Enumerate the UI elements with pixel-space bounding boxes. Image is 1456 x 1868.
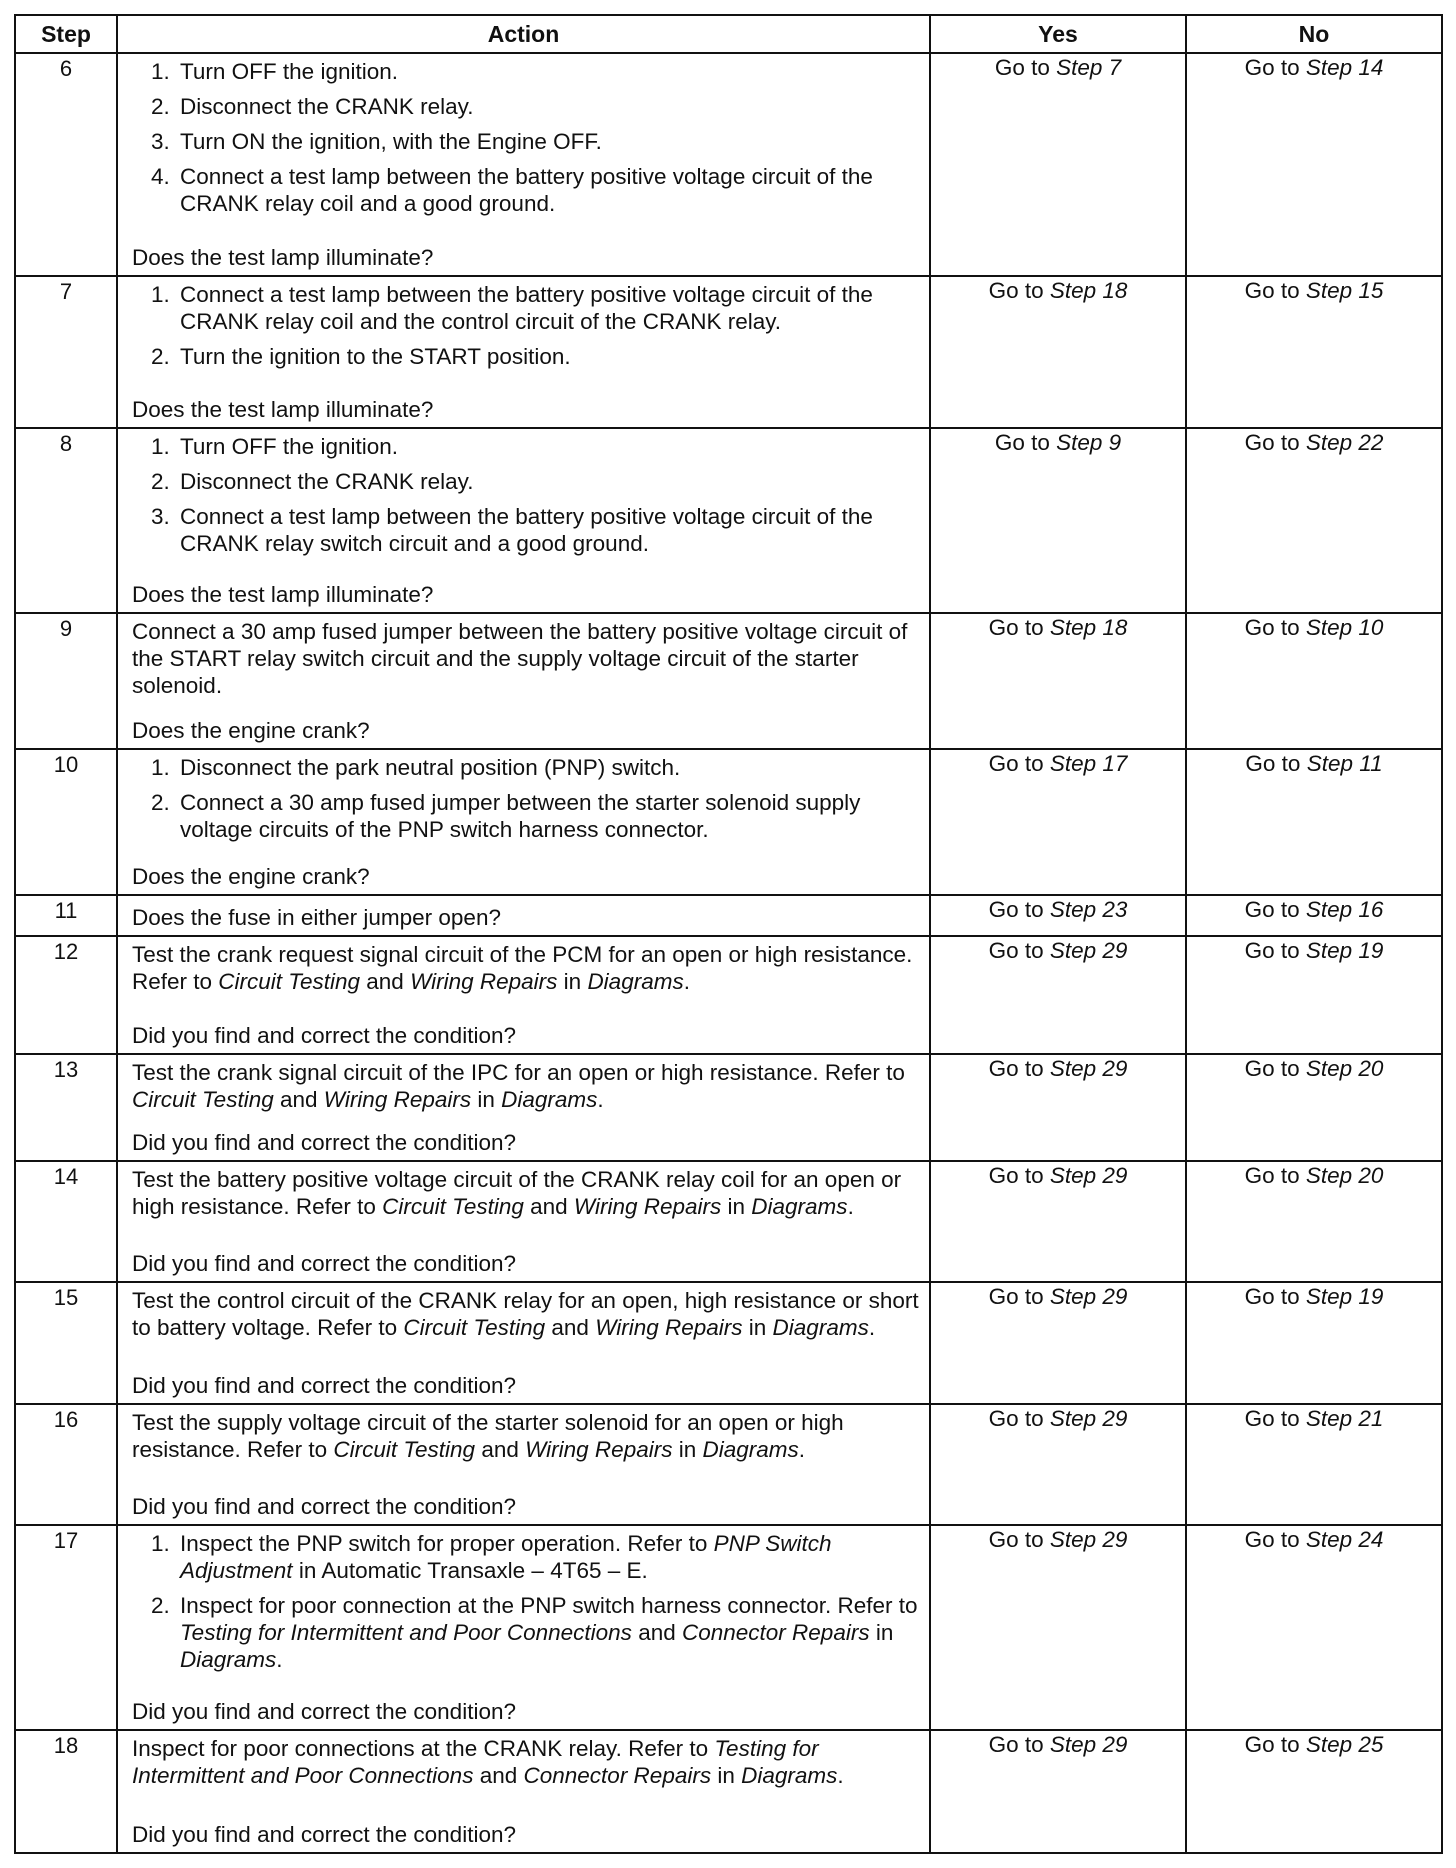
action-question: Does the test lamp illuminate? bbox=[132, 397, 434, 423]
yes-result: Go to Step 29 bbox=[930, 1161, 1186, 1282]
action-question: Does the test lamp illuminate? bbox=[132, 581, 434, 607]
action-question: Did you find and correct the condition? bbox=[132, 1129, 516, 1155]
action-step-item: 3. Turn ON the ignition, with the Engine OFF. bbox=[176, 128, 919, 155]
table-row bbox=[15, 936, 1442, 1054]
yes-result: Go to Step 29 bbox=[930, 1054, 1186, 1161]
action-step-item: 1. Turn OFF the ignition. bbox=[176, 433, 919, 460]
action-instruction: Test the control circuit of the CRANK relay for an open, high resistance or short to battery voltage. Refer to Circuit Testing and Wiring Repairs in Diagrams. bbox=[132, 1288, 919, 1341]
step-number: 18 bbox=[15, 1730, 117, 1853]
action-step-item: 2. Connect a 30 amp fused jumper between the starter solenoid supply voltage circuits of the PNP switch harness connector. bbox=[176, 789, 919, 843]
header-yes: Yes bbox=[930, 15, 1186, 53]
yes-result: Go to Step 29 bbox=[930, 1525, 1186, 1730]
action-cell bbox=[117, 613, 930, 750]
table-row bbox=[15, 1054, 1442, 1161]
table-row bbox=[15, 1404, 1442, 1525]
step-number: 10 bbox=[15, 749, 117, 895]
header-row bbox=[15, 15, 1442, 53]
yes-result: Go to Step 17 bbox=[930, 749, 1186, 895]
no-result: Go to Step 19 bbox=[1186, 1282, 1442, 1403]
yes-result: Go to Step 23 bbox=[930, 895, 1186, 936]
table-row bbox=[15, 428, 1442, 612]
table-row bbox=[15, 749, 1442, 895]
no-result: Go to Step 24 bbox=[1186, 1525, 1442, 1730]
yes-result: Go to Step 7 bbox=[930, 53, 1186, 276]
table-row bbox=[15, 613, 1442, 750]
no-result: Go to Step 20 bbox=[1186, 1054, 1442, 1161]
step-number: 11 bbox=[15, 895, 117, 936]
action-question: Did you find and correct the condition? bbox=[132, 1699, 516, 1725]
table-row bbox=[15, 1282, 1442, 1403]
action-cell bbox=[117, 1730, 930, 1853]
action-step-item: 2. Disconnect the CRANK relay. bbox=[176, 93, 919, 120]
action-cell bbox=[117, 936, 930, 1054]
action-steps-list bbox=[132, 281, 919, 376]
step-number: 14 bbox=[15, 1161, 117, 1282]
step-number: 9 bbox=[15, 613, 117, 750]
action-cell bbox=[117, 276, 930, 428]
action-steps-list bbox=[132, 58, 919, 223]
action-instruction: Test the crank request signal circuit of the PCM for an open or high resistance. Refer to Circuit Testing and Wiring Repairs in Diagrams. bbox=[132, 941, 913, 994]
action-question: Does the engine crank? bbox=[132, 718, 370, 744]
action-cell bbox=[117, 1054, 930, 1161]
header-step: Step bbox=[15, 15, 117, 53]
no-result: Go to Step 19 bbox=[1186, 936, 1442, 1054]
action-instruction: Connect a 30 amp fused jumper between the battery positive voltage circuit of the START relay switch circuit and the supply voltage circuit of the starter solenoid. bbox=[132, 618, 908, 698]
yes-result: Go to Step 9 bbox=[930, 428, 1186, 612]
step-number: 16 bbox=[15, 1404, 117, 1525]
step-number: 13 bbox=[15, 1054, 117, 1161]
action-cell bbox=[117, 895, 930, 936]
diagnostic-table bbox=[14, 14, 1443, 1854]
action-instruction: Test the supply voltage circuit of the starter solenoid for an open or high resistance. Refer to Circuit Testing and Wiring Repairs in Diagrams. bbox=[132, 1409, 844, 1462]
action-question: Did you find and correct the condition? bbox=[132, 1822, 516, 1847]
action-steps-list bbox=[132, 1530, 919, 1679]
action-question: Did you find and correct the condition? bbox=[132, 1372, 516, 1398]
action-step-item: 1. Disconnect the park neutral position (PNP) switch. bbox=[176, 754, 919, 781]
step-number: 8 bbox=[15, 428, 117, 612]
action-step-item: 2. Inspect for poor connection at the PNP switch harness connector. Refer to Testing for Intermittent and Poor Connections and Connector Repairs in Diagrams. bbox=[176, 1592, 919, 1673]
action-cell bbox=[117, 1404, 930, 1525]
table-row bbox=[15, 1161, 1442, 1282]
table-row bbox=[15, 53, 1442, 276]
header-no: No bbox=[1186, 15, 1442, 53]
yes-result: Go to Step 29 bbox=[930, 936, 1186, 1054]
action-step-item: 4. Connect a test lamp between the battery positive voltage circuit of the CRANK relay coil and a good ground. bbox=[176, 163, 919, 217]
action-cell bbox=[117, 1161, 930, 1282]
action-steps-list bbox=[132, 754, 919, 849]
no-result: Go to Step 14 bbox=[1186, 53, 1442, 276]
action-instruction: Inspect for poor connections at the CRANK relay. Refer to Testing for Intermittent and Poor Connections and Connector Repairs in Diagrams. bbox=[132, 1736, 844, 1789]
action-instruction: Test the battery positive voltage circuit of the CRANK relay coil for an open or high resistance. Refer to Circuit Testing and Wiring Repairs in Diagrams. bbox=[132, 1166, 902, 1219]
yes-result: Go to Step 29 bbox=[930, 1730, 1186, 1853]
action-step-item: 1. Turn OFF the ignition. bbox=[176, 58, 919, 85]
yes-result: Go to Step 18 bbox=[930, 276, 1186, 428]
yes-result: Go to Step 29 bbox=[930, 1282, 1186, 1403]
action-steps-list bbox=[132, 433, 919, 563]
action-cell bbox=[117, 1282, 930, 1403]
action-question: Did you find and correct the condition? bbox=[132, 1494, 516, 1520]
yes-result: Go to Step 18 bbox=[930, 613, 1186, 750]
action-cell bbox=[117, 428, 930, 612]
step-number: 17 bbox=[15, 1525, 117, 1730]
table-row bbox=[15, 1730, 1442, 1853]
no-result: Go to Step 16 bbox=[1186, 895, 1442, 936]
action-question: Does the engine crank? bbox=[132, 864, 370, 890]
table-row bbox=[15, 895, 1442, 936]
step-number: 12 bbox=[15, 936, 117, 1054]
no-result: Go to Step 10 bbox=[1186, 613, 1442, 750]
action-cell bbox=[117, 53, 930, 276]
action-instruction: Test the crank signal circuit of the IPC for an open or high resistance. Refer to Circuit Testing and Wiring Repairs in Diagrams. bbox=[132, 1059, 905, 1112]
no-result: Go to Step 11 bbox=[1186, 749, 1442, 895]
table-row bbox=[15, 1525, 1442, 1730]
action-step-item: 3. Connect a test lamp between the battery positive voltage circuit of the CRANK relay switch circuit and a good ground. bbox=[176, 503, 919, 557]
no-result: Go to Step 22 bbox=[1186, 428, 1442, 612]
no-result: Go to Step 20 bbox=[1186, 1161, 1442, 1282]
action-question: Did you find and correct the condition? bbox=[132, 1022, 516, 1048]
action-step-item: 2. Turn the ignition to the START position. bbox=[176, 343, 919, 370]
header-action: Action bbox=[117, 15, 930, 53]
no-result: Go to Step 25 bbox=[1186, 1730, 1442, 1853]
step-number: 7 bbox=[15, 276, 117, 428]
table-row bbox=[15, 276, 1442, 428]
action-step-item: 2. Disconnect the CRANK relay. bbox=[176, 468, 919, 495]
action-question: Does the fuse in either jumper open? bbox=[132, 904, 501, 930]
step-number: 6 bbox=[15, 53, 117, 276]
no-result: Go to Step 21 bbox=[1186, 1404, 1442, 1525]
action-cell bbox=[117, 1525, 930, 1730]
action-cell bbox=[117, 749, 930, 895]
no-result: Go to Step 15 bbox=[1186, 276, 1442, 428]
step-number: 15 bbox=[15, 1282, 117, 1403]
action-step-item: 1. Connect a test lamp between the battery positive voltage circuit of the CRANK relay coil and the control circuit of the CRANK relay. bbox=[176, 281, 919, 335]
action-step-item: 1. Inspect the PNP switch for proper operation. Refer to PNP Switch Adjustment in Automatic Transaxle – 4T65 – E. bbox=[176, 1530, 919, 1584]
table-body bbox=[15, 53, 1442, 1853]
yes-result: Go to Step 29 bbox=[930, 1404, 1186, 1525]
action-question: Does the test lamp illuminate? bbox=[132, 244, 434, 270]
action-question: Did you find and correct the condition? bbox=[132, 1251, 516, 1277]
